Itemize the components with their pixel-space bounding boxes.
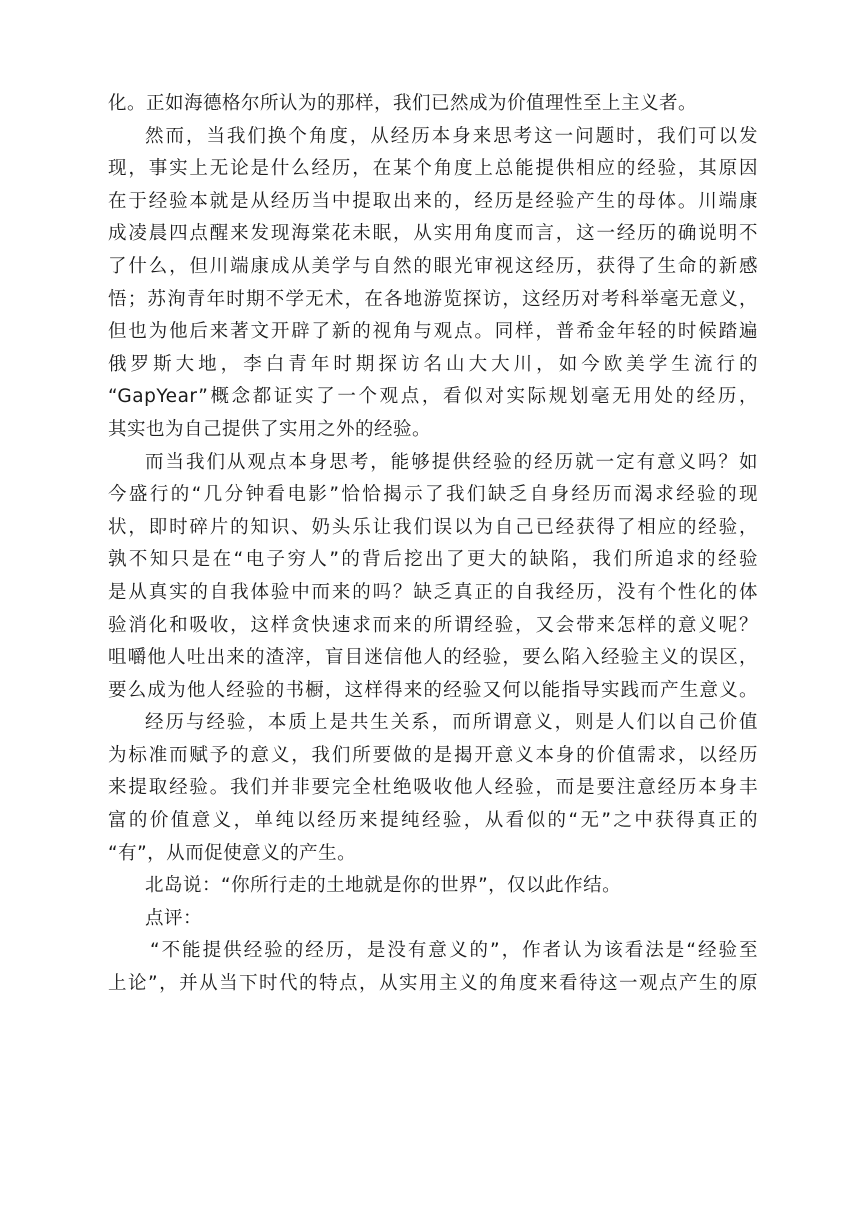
text-line: 为标准而赋予的意义，我们所要做的是揭开意义本身的价值需求，以经历 (108, 744, 758, 766)
text-line: 然而，当我们换个角度，从经历本身来思考这一问题时，我们可以发 (145, 125, 758, 147)
text-line: 来提取经验。我们并非要完全杜绝吸收他人经验，而是要注意经历本身丰 (108, 777, 758, 799)
text-line: 上论”，并从当下时代的特点，从实用主义的角度来看待这一观点产生的原 (108, 973, 758, 995)
text-line: “不能提供经验的经历，是没有意义的”，作者认为该看法是“经验至 (150, 940, 758, 962)
text-line: 成凌晨四点醒来发现海棠花未眠，从实用角度而言，这一经历的确说明不 (108, 223, 758, 245)
text-line: 悟；苏洵青年时期不学无术，在各地游览探访，这经历对考科举毫无意义， (108, 288, 758, 310)
text-line: 状，即时碎片的知识、奶头乐让我们误以为自己已经获得了相应的经验， (108, 516, 758, 538)
text-line: 咀嚼他人吐出来的渣滓，盲目迷信他人的经验，要么陷入经验主义的误区， (108, 647, 758, 669)
text-line: 验消化和吸收，这样贪快速求而来的所谓经验，又会带来怎样的意义呢？ (108, 614, 758, 636)
text-line: 但也为他后来著文开辟了新的视角与观点。同样，普希金年轻的时候踏遍 (108, 321, 758, 343)
text-line: 点评： (145, 907, 203, 929)
text-line: 要么成为他人经验的书橱，这样得来的经验又何以能指导实践而产生意义。 (108, 679, 758, 701)
text-line: 孰不知只是在“电子穷人”的背后挖出了更大的缺陷，我们所追求的经验 (108, 549, 758, 571)
text-line: “GapYear”概念都证实了一个观点，看似对实际规划毫无用处的经历， (108, 386, 758, 408)
document-page (108, 88, 758, 1001)
text-line: 化。正如海德格尔所认为的那样，我们已然成为价值理性至上主义者。 (108, 93, 698, 114)
text-line: 其实也为自己提供了实用之外的经验。 (108, 418, 432, 440)
text-line: 富的价值意义，单纯以经历来提纯经验，从看似的“无”之中获得真正的 (108, 810, 758, 832)
text-line: 经历与经验，本质上是共生关系，而所谓意义，则是人们以自己价值 (145, 712, 758, 734)
text-line: 了什么，但川端康成从美学与自然的眼光审视这经历，获得了生命的新感 (108, 255, 758, 277)
text-line: 而当我们从观点本身思考，能够提供经验的经历就一定有意义吗？如 (145, 451, 758, 473)
text-line: 北岛说：“你所行走的土地就是你的世界”，仅以此作结。 (145, 875, 622, 897)
text-line: 在于经验本就是从经历当中提取出来的，经历是经验产生的母体。川端康 (108, 190, 758, 212)
text-line: 今盛行的“几分钟看电影”恰恰揭示了我们缺乏自身经历而渴求经验的现 (108, 484, 758, 506)
text-line: “有”，从而促使意义的产生。 (108, 842, 357, 864)
text-line: 现，事实上无论是什么经历，在某个角度上总能提供相应的经验，其原因 (108, 158, 758, 180)
text-line: 是从真实的自我体验中而来的吗？缺乏真正的自我经历，没有个性化的体 (108, 581, 758, 603)
text-line: 俄罗斯大地，李白青年时期探访名山大大川，如今欧美学生流行的 (108, 353, 758, 375)
